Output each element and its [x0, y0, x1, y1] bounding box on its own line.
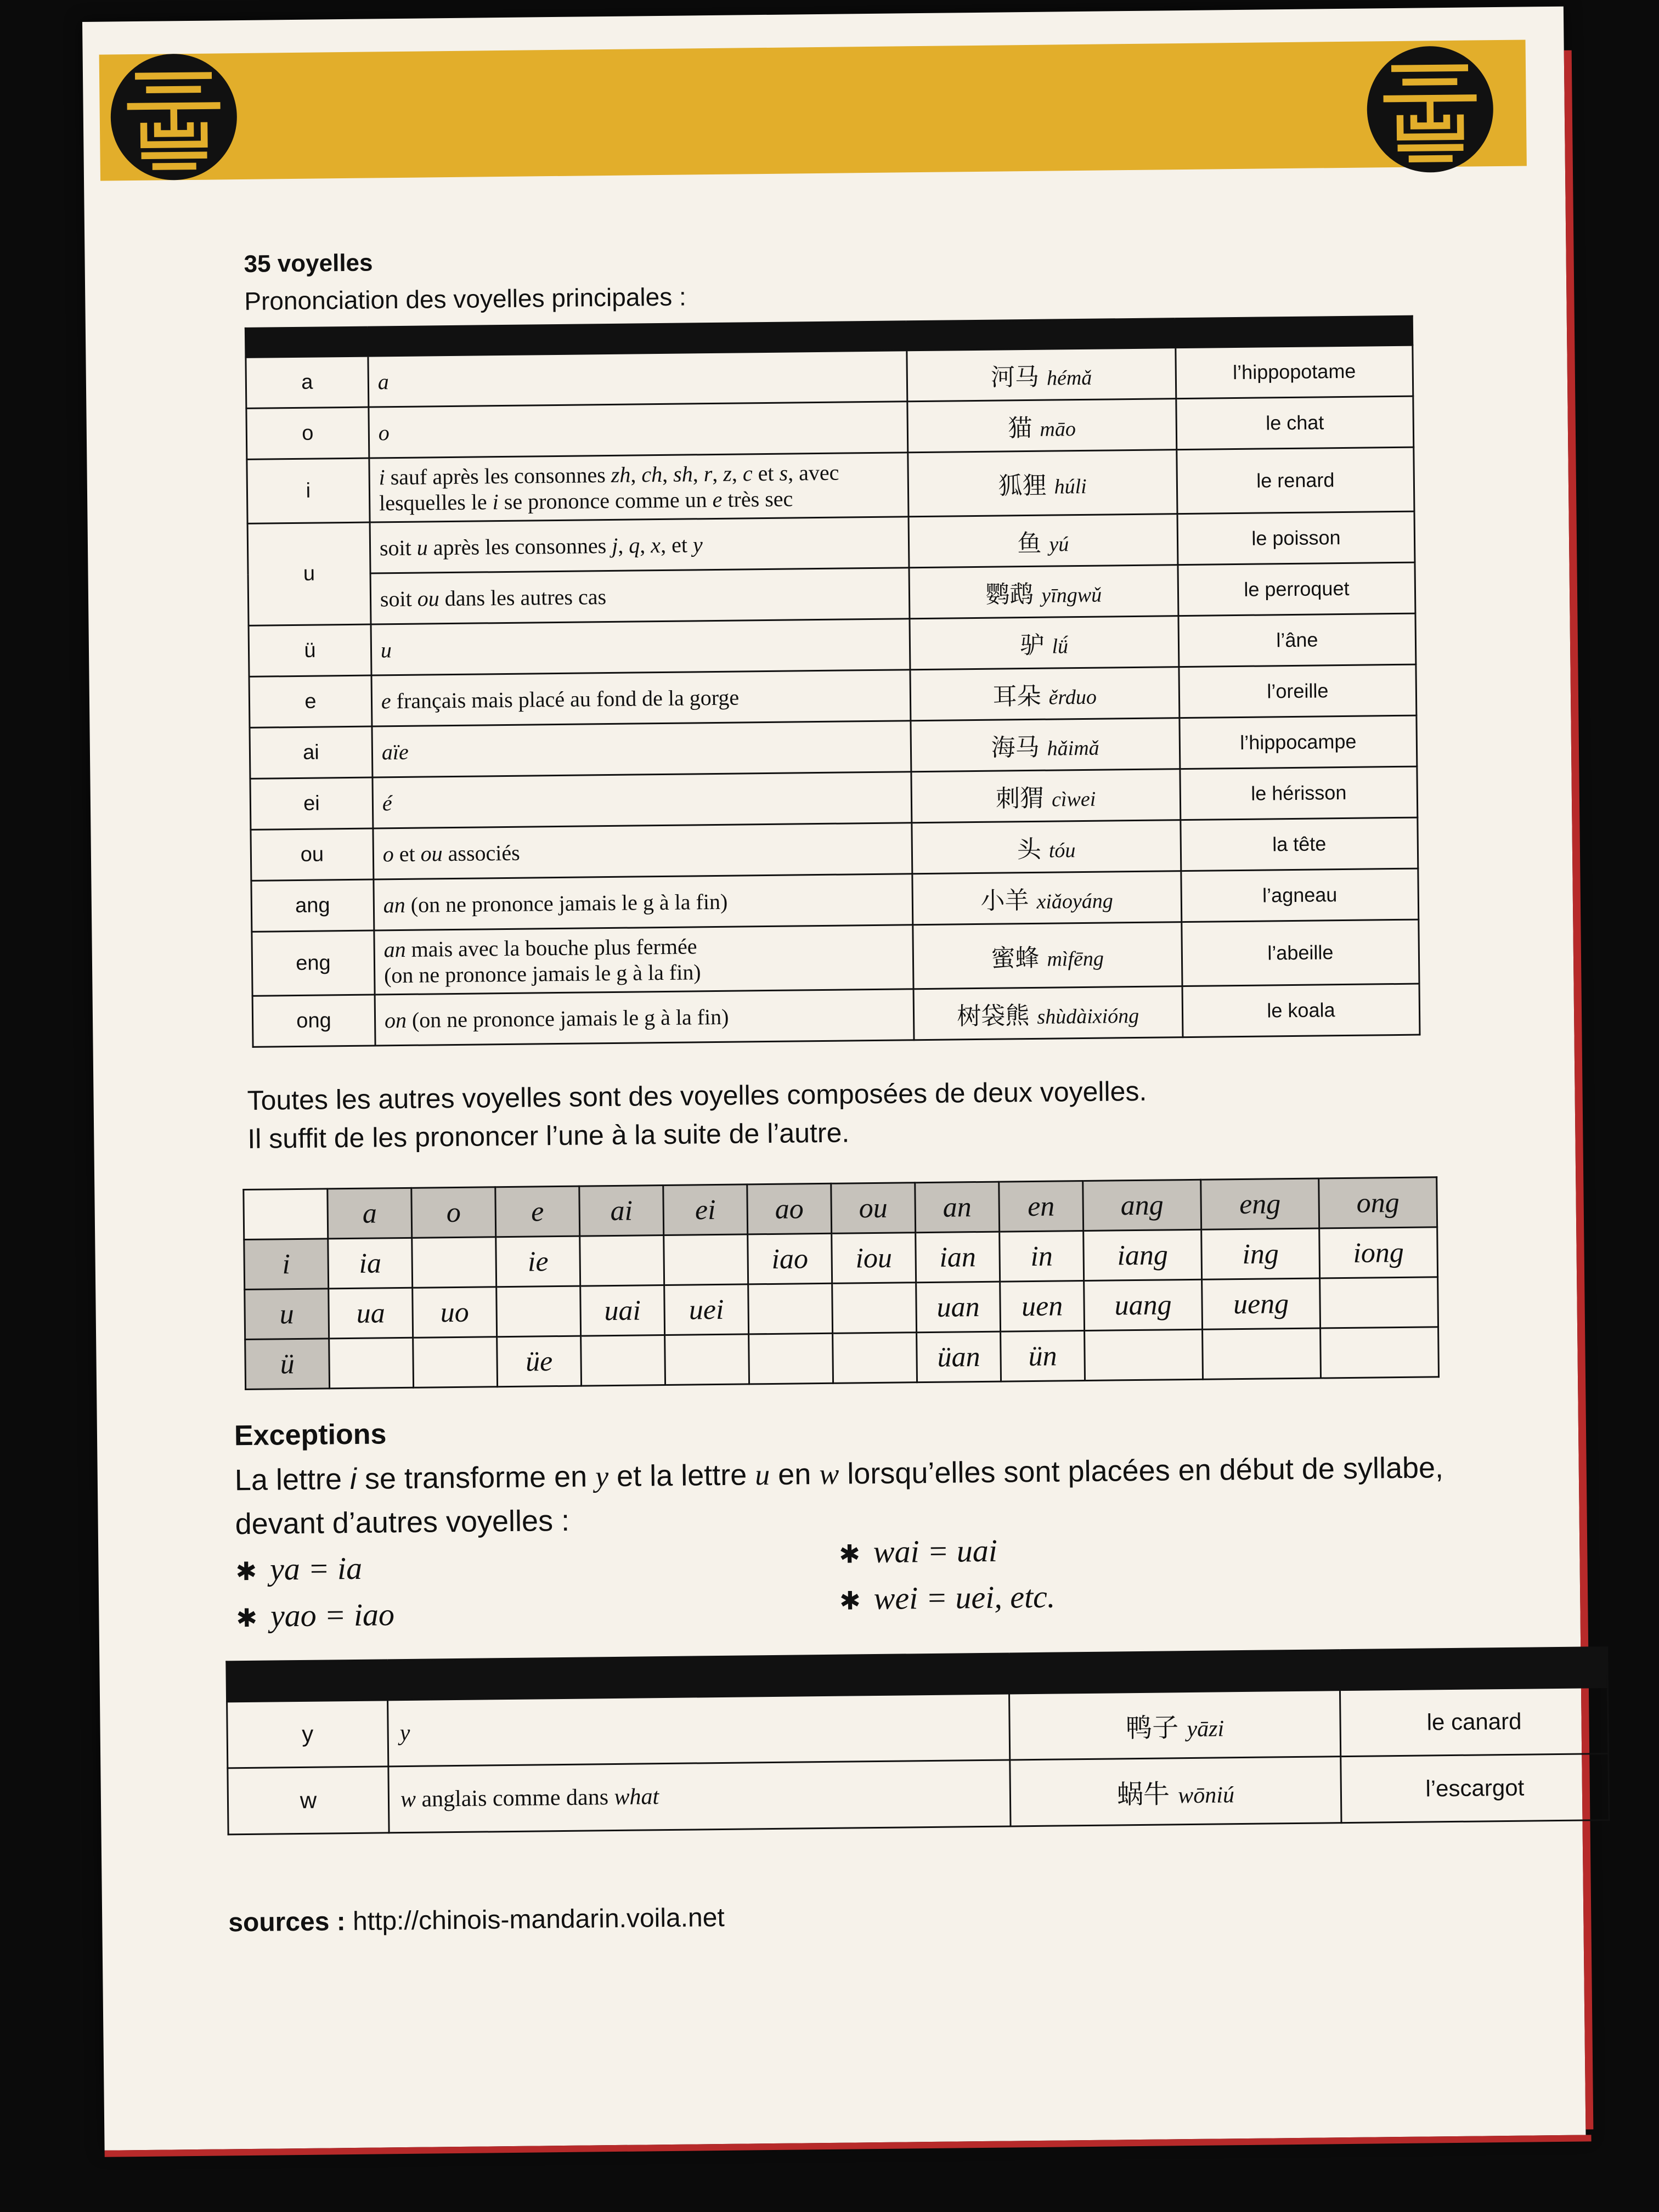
- pronunciation-cell: u: [371, 619, 910, 675]
- pronunciation-cell: o et ou associés: [373, 823, 912, 879]
- hanzi: 蜗牛: [1116, 1778, 1170, 1810]
- hanzi: 驴: [1020, 631, 1045, 660]
- compound-cell: [1321, 1327, 1439, 1378]
- column-header: en: [999, 1181, 1084, 1232]
- vowel-cell: ei: [250, 777, 373, 830]
- example-cell: [1009, 1690, 1340, 1760]
- vowel-cell: e: [249, 675, 372, 727]
- pronunciation-cell: an mais avec la bouche plus fermée (on ne prononce jamais le g à la fin): [374, 925, 913, 995]
- hanzi: 鹦鹉: [985, 580, 1034, 609]
- pinyin: xiǎoyáng: [1036, 889, 1113, 913]
- compound-cell: ing: [1201, 1228, 1320, 1279]
- sources-url: http://chinois-mandarin.voila.net: [352, 1903, 725, 1937]
- row-header: i: [244, 1239, 329, 1290]
- french-meaning-cell: le hérisson: [1180, 766, 1418, 820]
- hanzi: 海马: [991, 733, 1040, 762]
- compound-cell: [664, 1234, 748, 1285]
- column-header: ang: [1083, 1180, 1201, 1231]
- vowel-cell: i: [247, 458, 370, 523]
- sources-line: [228, 1903, 725, 1938]
- column-header: ei: [663, 1184, 748, 1235]
- hanzi: 耳朵: [992, 682, 1041, 711]
- exception-text: yao = iao: [270, 1596, 395, 1634]
- example-cell: [910, 667, 1179, 721]
- french-meaning-cell: l’abeille: [1182, 919, 1419, 986]
- compound-intro-line-1: Toutes les autres voyelles sont des voyelles composées de deux voyelles.: [247, 1075, 1147, 1116]
- pinyin: shùdàixióng: [1037, 1004, 1139, 1029]
- example-cell: [913, 986, 1183, 1040]
- vowel-cell: o: [246, 407, 369, 459]
- example-cell: [906, 348, 1176, 402]
- compound-cell: ün: [1001, 1331, 1085, 1382]
- exceptions-list-left: [235, 1549, 394, 1644]
- column-header: an: [915, 1182, 1000, 1233]
- example-cell: [910, 616, 1179, 670]
- hanzi: 河马: [990, 363, 1040, 392]
- asterisk-bullet-icon: ✱: [235, 1556, 257, 1587]
- compound-cell: iou: [832, 1233, 916, 1284]
- compound-cell: [1085, 1329, 1203, 1380]
- example-cell: [909, 565, 1178, 619]
- table-row: [228, 1754, 1609, 1835]
- hanzi: 刺猬: [995, 784, 1045, 813]
- compound-cell: uang: [1084, 1279, 1203, 1330]
- book-page: [82, 7, 1585, 2151]
- vowel-cell: ou: [251, 828, 374, 881]
- exception-item: [235, 1549, 394, 1588]
- compound-cell: uai: [580, 1285, 665, 1336]
- example-cell: [911, 820, 1181, 874]
- pronunciation-cell: e français mais placé au fond de la gorge: [371, 670, 911, 726]
- table-row: [247, 447, 1414, 523]
- exception-item: [839, 1532, 1055, 1571]
- french-meaning-cell: le renard: [1177, 447, 1414, 514]
- vowel-cell: ü: [249, 624, 371, 676]
- vowel-cell: ai: [250, 726, 373, 778]
- compound-cell: ia: [328, 1238, 413, 1289]
- vowel-cell: ong: [252, 995, 375, 1047]
- exception-text: wai = uai: [873, 1532, 998, 1570]
- pronunciation-cell: i sauf après les consonnes zh, ch, sh, r, z, c et s, avec lesquelles le i se prononce comme un e très sec: [369, 453, 909, 522]
- compound-cell: [412, 1237, 496, 1288]
- exception-text: wei = uei, etc.: [873, 1578, 1056, 1617]
- compound-cell: [580, 1235, 664, 1286]
- section-title: 35 voyelles: [244, 249, 373, 278]
- hanzi: 树袋熊: [957, 1002, 1030, 1031]
- pronunciation-cell: on (on ne prononce jamais le g à la fin): [375, 989, 914, 1046]
- compound-vowel-table: [242, 1176, 1440, 1390]
- pinyin: yīngwǔ: [1041, 583, 1102, 607]
- pinyin: ěrduo: [1048, 685, 1097, 709]
- french-meaning-cell: le poisson: [1177, 511, 1415, 565]
- compound-cell: üe: [497, 1336, 582, 1387]
- pronunciation-cell: aïe: [372, 721, 911, 777]
- hanzi: 鸭子: [1125, 1712, 1179, 1743]
- vowel-cell: ang: [251, 879, 374, 932]
- compound-cell: iao: [748, 1233, 832, 1284]
- pinyin: wōniú: [1178, 1782, 1235, 1808]
- exception-item: [236, 1596, 394, 1634]
- compound-cell: [496, 1286, 581, 1337]
- column-header: eng: [1201, 1178, 1319, 1229]
- example-cell: [912, 871, 1181, 925]
- pronunciation-cell: y: [388, 1694, 1010, 1767]
- pronunciation-cell: é: [373, 772, 912, 828]
- column-header: ao: [747, 1183, 832, 1234]
- compound-cell: ian: [916, 1232, 1000, 1283]
- french-meaning-cell: le chat: [1176, 396, 1414, 450]
- example-cell: [909, 514, 1178, 568]
- pronunciation-cell: o: [369, 402, 908, 458]
- example-cell: [907, 399, 1176, 453]
- french-meaning-cell: le canard: [1340, 1688, 1608, 1757]
- sources-label: sources :: [228, 1907, 346, 1938]
- row-header: ü: [245, 1339, 330, 1390]
- asterisk-bullet-icon: ✱: [839, 1539, 861, 1569]
- compound-cell: [413, 1337, 498, 1388]
- vowel-cell: a: [246, 356, 369, 408]
- hanzi: 猫: [1008, 414, 1032, 443]
- pinyin: hémǎ: [1046, 366, 1092, 390]
- exception-text: ya = ia: [269, 1550, 363, 1587]
- shou-emblem-icon: [105, 48, 244, 187]
- compound-cell: [329, 1338, 414, 1389]
- vowel-cell: w: [228, 1767, 389, 1835]
- exceptions-title: Exceptions: [234, 1418, 387, 1452]
- compound-cell: ueng: [1202, 1278, 1321, 1329]
- example-cell: [911, 769, 1180, 823]
- compound-cell: ie: [496, 1236, 580, 1287]
- vowel-cell: eng: [252, 930, 375, 996]
- french-meaning-cell: l’escargot: [1341, 1754, 1609, 1823]
- column-header: ai: [579, 1186, 664, 1237]
- pronunciation-cell: an (on ne prononce jamais le g à la fin): [374, 874, 913, 930]
- compound-cell: iang: [1084, 1229, 1202, 1280]
- pronunciation-cell: w anglais comme dans what: [388, 1760, 1011, 1833]
- compound-cell: iong: [1319, 1227, 1438, 1278]
- pinyin: húli: [1054, 475, 1087, 499]
- compound-cell: [832, 1283, 917, 1334]
- pinyin: māo: [1040, 417, 1076, 441]
- shou-emblem-icon: [1361, 40, 1500, 179]
- column-header: ong: [1319, 1177, 1437, 1228]
- hanzi: 狐狸: [998, 471, 1047, 500]
- vowel-cell: y: [227, 1700, 388, 1768]
- compound-cell: in: [1000, 1231, 1084, 1282]
- pinyin: cìwei: [1051, 787, 1096, 811]
- compound-cell: [1320, 1277, 1438, 1328]
- asterisk-bullet-icon: ✱: [236, 1602, 258, 1633]
- hanzi: 头: [1017, 835, 1042, 864]
- compound-cell: [1203, 1328, 1321, 1379]
- vowel-cell: u: [247, 522, 371, 625]
- book-cover-edge-bottom: [105, 2135, 1592, 2157]
- corner-cell: [244, 1189, 328, 1240]
- french-meaning-cell: le koala: [1182, 984, 1420, 1037]
- compound-intro-line-2: Il suffit de les prononcer l’une à la suite de l’autre.: [247, 1117, 850, 1154]
- hanzi: 小羊: [980, 887, 1029, 915]
- yw-table: [225, 1646, 1610, 1835]
- row-header: u: [245, 1289, 329, 1340]
- column-header: a: [328, 1188, 412, 1239]
- pinyin: lǘ: [1052, 635, 1069, 658]
- section-subtitle: Prononciation des voyelles principales :: [244, 282, 687, 315]
- hanzi: 鱼: [1017, 529, 1042, 558]
- example-cell: [907, 450, 1177, 517]
- pinyin: mìfēng: [1047, 947, 1104, 971]
- compound-cell: [748, 1283, 833, 1334]
- pinyin: yú: [1049, 533, 1069, 556]
- header-band: [99, 40, 1527, 180]
- compound-cell: [665, 1334, 749, 1385]
- example-cell: [912, 922, 1182, 989]
- compound-cell: ua: [329, 1288, 413, 1339]
- table-row: [252, 919, 1419, 996]
- pinyin: tóu: [1048, 839, 1076, 862]
- french-meaning-cell: l’agneau: [1181, 868, 1419, 922]
- compound-cell: uei: [664, 1284, 749, 1335]
- vowel-table: [245, 315, 1421, 1048]
- exceptions-line-1: La lettre i se transforme en y et la lettre u en w lorsqu’elles sont placées en début de syllabe,: [234, 1451, 1444, 1497]
- pronunciation-cell: soit ou dans les autres cas: [370, 568, 910, 624]
- compound-cell: üan: [917, 1331, 1001, 1383]
- french-meaning-cell: le perroquet: [1178, 562, 1415, 616]
- compound-cell: uan: [916, 1282, 1001, 1333]
- exceptions-line-2: devant d’autres voyelles :: [235, 1504, 570, 1541]
- french-meaning-cell: l’oreille: [1179, 664, 1417, 718]
- column-header: e: [495, 1186, 580, 1237]
- exceptions-list-right: [839, 1532, 1056, 1627]
- example-cell: [910, 718, 1180, 772]
- column-header: ou: [831, 1183, 916, 1234]
- french-meaning-cell: l’hippocampe: [1180, 715, 1417, 769]
- pinyin: yāzi: [1187, 1716, 1224, 1742]
- example-cell: [1010, 1757, 1341, 1826]
- compound-cell: [833, 1333, 917, 1384]
- compound-cell: uo: [413, 1287, 497, 1338]
- exception-item: [839, 1578, 1056, 1617]
- compound-cell: [581, 1335, 665, 1386]
- pronunciation-cell: a: [368, 351, 907, 407]
- compound-cell: uen: [1000, 1281, 1085, 1332]
- pronunciation-cell: soit u après les consonnes j, q, x, et y: [370, 517, 909, 573]
- hanzi: 蜜蜂: [991, 944, 1040, 973]
- french-meaning-cell: l’hippopotame: [1176, 345, 1413, 399]
- french-meaning-cell: l’âne: [1178, 613, 1416, 667]
- asterisk-bullet-icon: ✱: [839, 1585, 861, 1616]
- pinyin: hǎimǎ: [1047, 736, 1099, 760]
- french-meaning-cell: la tête: [1181, 817, 1418, 871]
- compound-cell: [749, 1333, 833, 1384]
- column-header: o: [411, 1187, 496, 1238]
